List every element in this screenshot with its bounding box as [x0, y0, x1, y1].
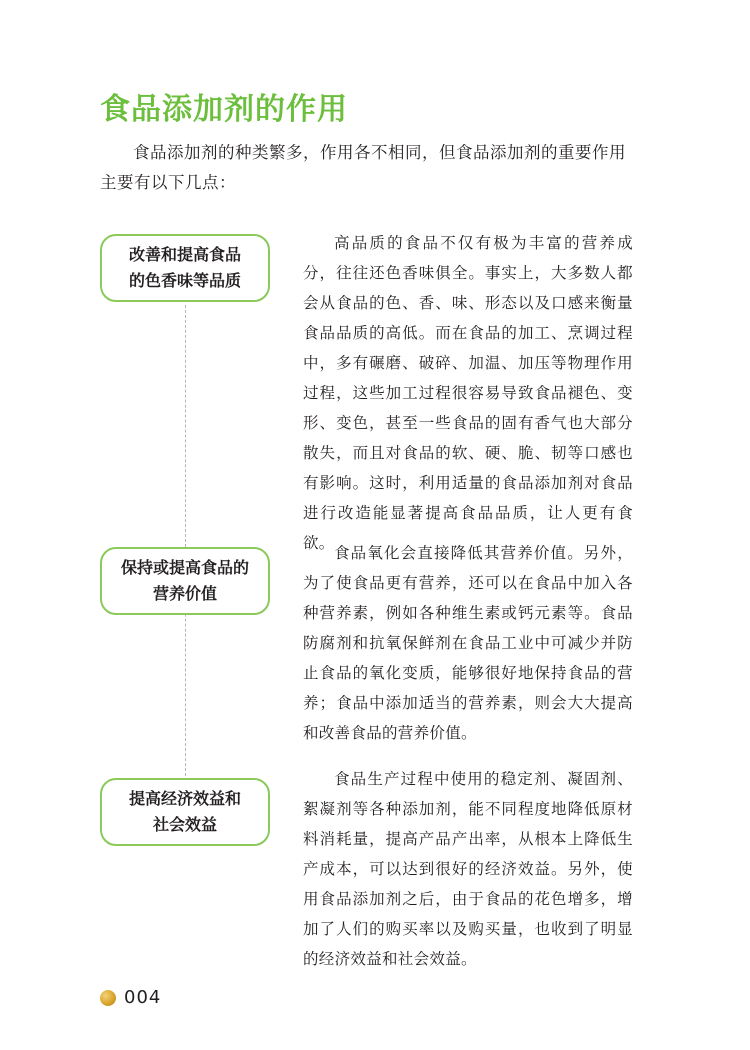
- section-2-label-line1: 保持或提高食品的: [120, 558, 249, 577]
- timeline-connector: [185, 305, 186, 781]
- section-3-label: [100, 778, 270, 846]
- page-footer: [100, 987, 161, 1008]
- section-2-label-line2: 营养价值: [152, 584, 217, 603]
- section-3-text: 食品生产过程中使用的稳定剂、凝固剂、絮凝剂等各种添加剂，能不同程度地降低原材料消耗量，提高产品产出率，从根本上降低生产成本，可以达到很好的经济效益。另外，使用食品添加剂之后，由于食品的花色增多，增加了人们的购买率以及购买量，也收到了明显的经济效益和社会效益。: [303, 770, 633, 968]
- intro-paragraph: 食品添加剂的种类繁多，作用各不相同，但食品添加剂的重要作用主要有以下几点：: [100, 143, 626, 192]
- page-number: 004: [124, 987, 162, 1008]
- section-2-label: [100, 547, 270, 615]
- section-2-text: 食品氧化会直接降低其营养价值。另外，为了使食品更有营养，还可以在食品中加入各种营养素，例如各种维生素或钙元素等。食品防腐剂和抗氧保鲜剂在食品工业中可减少并防止食品的氧化变质，能够很好地保持食品的营养；食品中添加适当的营养素，则会大大提高和改善食品的营养价值。: [303, 544, 633, 742]
- section-3-label-line2: 社会效益: [152, 815, 217, 834]
- section-1-label-line2: 的色香味等品质: [128, 271, 241, 290]
- section-1-label: [100, 234, 270, 302]
- section-3-label-line1: 提高经济效益和: [128, 789, 241, 808]
- section-1-label-line1: 改善和提高食品: [128, 245, 241, 264]
- section-1-text: 高品质的食品不仅有极为丰富的营养成分，往往还色香味俱全。事实上，大多数人都会从食品的色、香、味、形态以及口感来衡量食品品质的高低。而在食品的加工、烹调过程中，多有碾磨、破碎、加温、加压等物理作用过程，这些加工过程很容易导致食品褪色、变形、变色，甚至一些食品的固有香气也大部分散失，而且对食品的软、硬、脆、韧等口感也有影响。这时，利用适量的食品添加剂对食品进行改造能显著提高食品品质，让人更有食欲。: [303, 234, 633, 552]
- gold-coin-icon: [100, 990, 116, 1006]
- page-title: 食品添加剂的作用: [100, 92, 348, 127]
